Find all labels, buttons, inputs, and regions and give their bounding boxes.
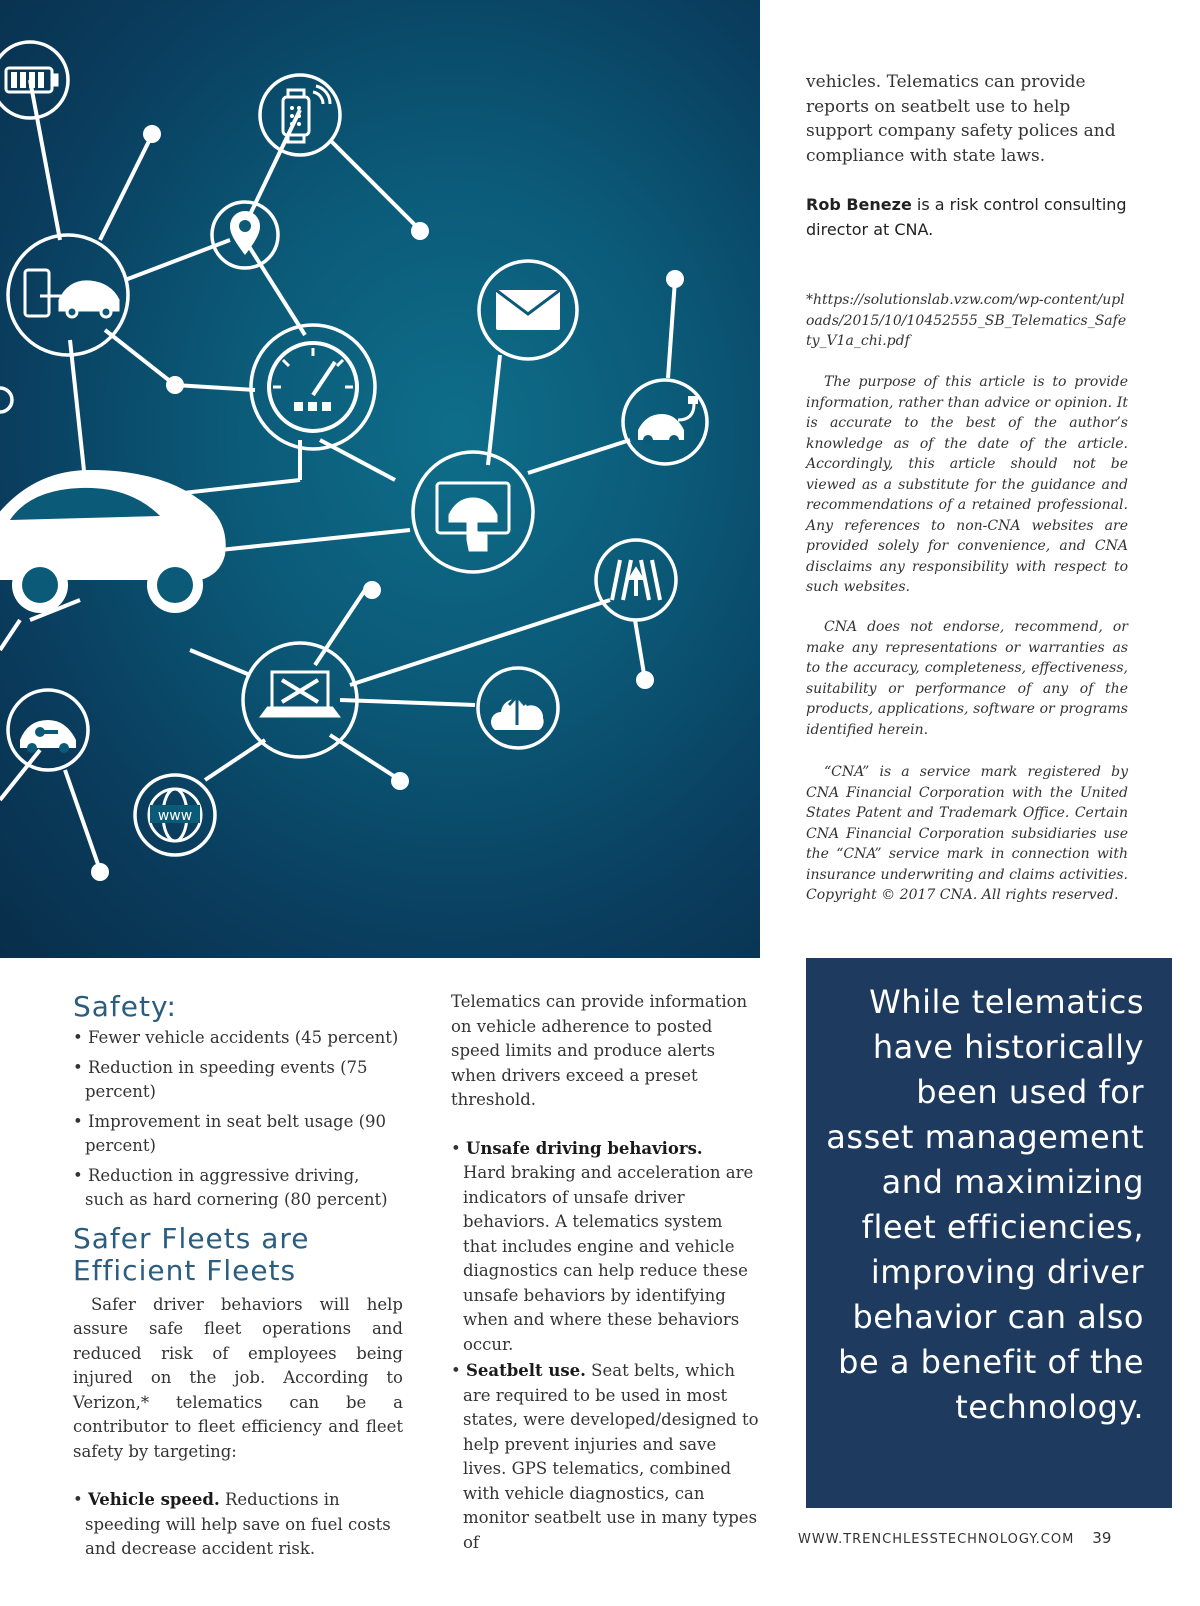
- www-label: www: [157, 808, 193, 824]
- disclaimer-endorse: CNA does not endorse, recommend, or make any representations or warranties as to the accuracy, completeness, effectiveness, suitability or performance of any of the products, applications, software or programs identified herein.: [806, 619, 1128, 738]
- list-item: • Reduction in aggressive driving, such as hard cornering (80 percent): [73, 1165, 388, 1209]
- intro-paragraph: Safer driver behaviors will help assure safe fleet operations and reduced risk of employees being injured on the job. According to Verizon,* telematics can be a contributor to fleet efficiency and fleet safety by targeting:: [73, 1294, 403, 1461]
- road-icon: [612, 560, 660, 600]
- section-heading: Safer Fleets are Efficient Fleets: [73, 1221, 310, 1287]
- list-item: • Improvement in seat belt usage (90 percent): [73, 1111, 387, 1155]
- column-two: [451, 990, 761, 1555]
- speed-text: Reductions in speeding will help save on fuel costs and decrease accident risk.: [85, 1490, 391, 1558]
- laptop-node: [243, 643, 357, 757]
- list-item: • Reduction in speeding events (75 percent): [73, 1057, 368, 1101]
- disclaimer-purpose: The purpose of this article is to provide information, rather than advice or opinion. It is accurate to the best of the author’s knowledge as of the date of the article. Accordingly, this article should not be viewed as a substitute for the guidance and recommendations of a retained professional. Any references to non-CNA websites are provided solely for convenience, and CNA disclaims any responsibility with respect to such websites.: [806, 374, 1128, 595]
- unsafe-lead: Unsafe driving behaviors.: [465, 1138, 703, 1158]
- seatbelt-text: Seat belts, which are required to be used in most states, were developed/designed to help prevent injuries and save lives. GPS telematics, combined with vehicle diagnostics, can monitor seatbelt use in many types of: [463, 1361, 759, 1552]
- seatbelt-lead: Seatbelt use.: [465, 1361, 586, 1380]
- hero-illustration: [0, 0, 760, 958]
- right-column-continuation: [806, 70, 1126, 168]
- footnote-url: *https://solutionslab.vzw.com/wp-content/uploads/2015/10/10452555_SB_Telematics_Safety_V1a_chi.pdf: [806, 292, 1127, 349]
- continuation-paragraph: vehicles. Telematics can provide reports on seatbelt use to help support company safety polices and compliance with state laws.: [806, 72, 1116, 166]
- car-key-icon: [20, 720, 76, 753]
- author-name: Rob Beneze: [806, 195, 912, 214]
- seatbelt-paragraph: • Seatbelt use. Seat belts, which are required to be used in most states, were developed/designed to help prevent injuries and save lives. GPS telematics, combined with vehicle diagnostics, can monitor seatbelt use in many types of: [451, 1361, 759, 1552]
- column-one: [73, 990, 403, 1562]
- network-diagram: [0, 0, 760, 958]
- speed-lead: Vehicle speed.: [87, 1490, 220, 1509]
- speed-continuation: Telematics can provide information on vehicle adherence to posted speed limits and produce alerts when drivers exceed a preset threshold.: [451, 992, 748, 1109]
- location-pin-icon: [230, 211, 260, 255]
- speed-paragraph: • Vehicle speed. Reductions in speeding will help save on fuel costs and decrease accident risk.: [73, 1490, 391, 1558]
- safety-heading: Safety:: [73, 990, 177, 1023]
- page-footer: [798, 1529, 1111, 1547]
- globe-www-icon: [149, 789, 201, 841]
- laptop-tools-icon: [262, 672, 338, 716]
- disclaimer-service-mark: “CNA” is a service mark registered by CNA Financial Corporation with the United States Patent and Trademark Office. Certain CNA Financial Corporation subsidiaries use the “CNA” service mark in connection with insurance underwriting and claims activities. Copyright © 2017 CNA. All rights reserved.: [806, 764, 1128, 903]
- page-number: 39: [1092, 1529, 1112, 1547]
- electric-car-icon: [638, 396, 698, 445]
- unsafe-paragraph: • Unsafe driving behaviors. Hard braking and acceleration are indicators of unsafe driver behaviors. A telematics system that includes engine and vehicle diagnostics can help reduce these unsafe behaviors by identifying when and where these behaviors occur.: [451, 1138, 754, 1354]
- phone-car-icon: [25, 270, 118, 317]
- safety-list: [73, 1026, 403, 1213]
- envelope-icon: [496, 290, 560, 330]
- author-bio: [806, 192, 1136, 242]
- cloud-upload-icon: [491, 696, 544, 730]
- footer-site: WWW.TRENCHLESSTECHNOLOGY.COM: [798, 1532, 1075, 1547]
- pull-quote-text: While telematics have historically been used for asset management and maximizing fleet efficiencies, improving driver behavior can also be a benefit of the technology.: [826, 983, 1144, 1426]
- unsafe-text: Hard braking and acceleration are indicators of unsafe driver behaviors. A telematics system that includes engine and vehicle diagnostics can help reduce these unsafe behaviors by identifying when and where these behaviors occur.: [463, 1163, 754, 1354]
- speedometer-icon: [269, 343, 357, 431]
- touchscreen-car-icon: [437, 483, 509, 550]
- pull-quote: [806, 958, 1172, 1508]
- list-item: • Fewer vehicle accidents (45 percent): [73, 1028, 399, 1047]
- smartwatch-icon: [283, 86, 330, 142]
- author-bio-text: is a risk control consulting director at CNA.: [806, 195, 1127, 239]
